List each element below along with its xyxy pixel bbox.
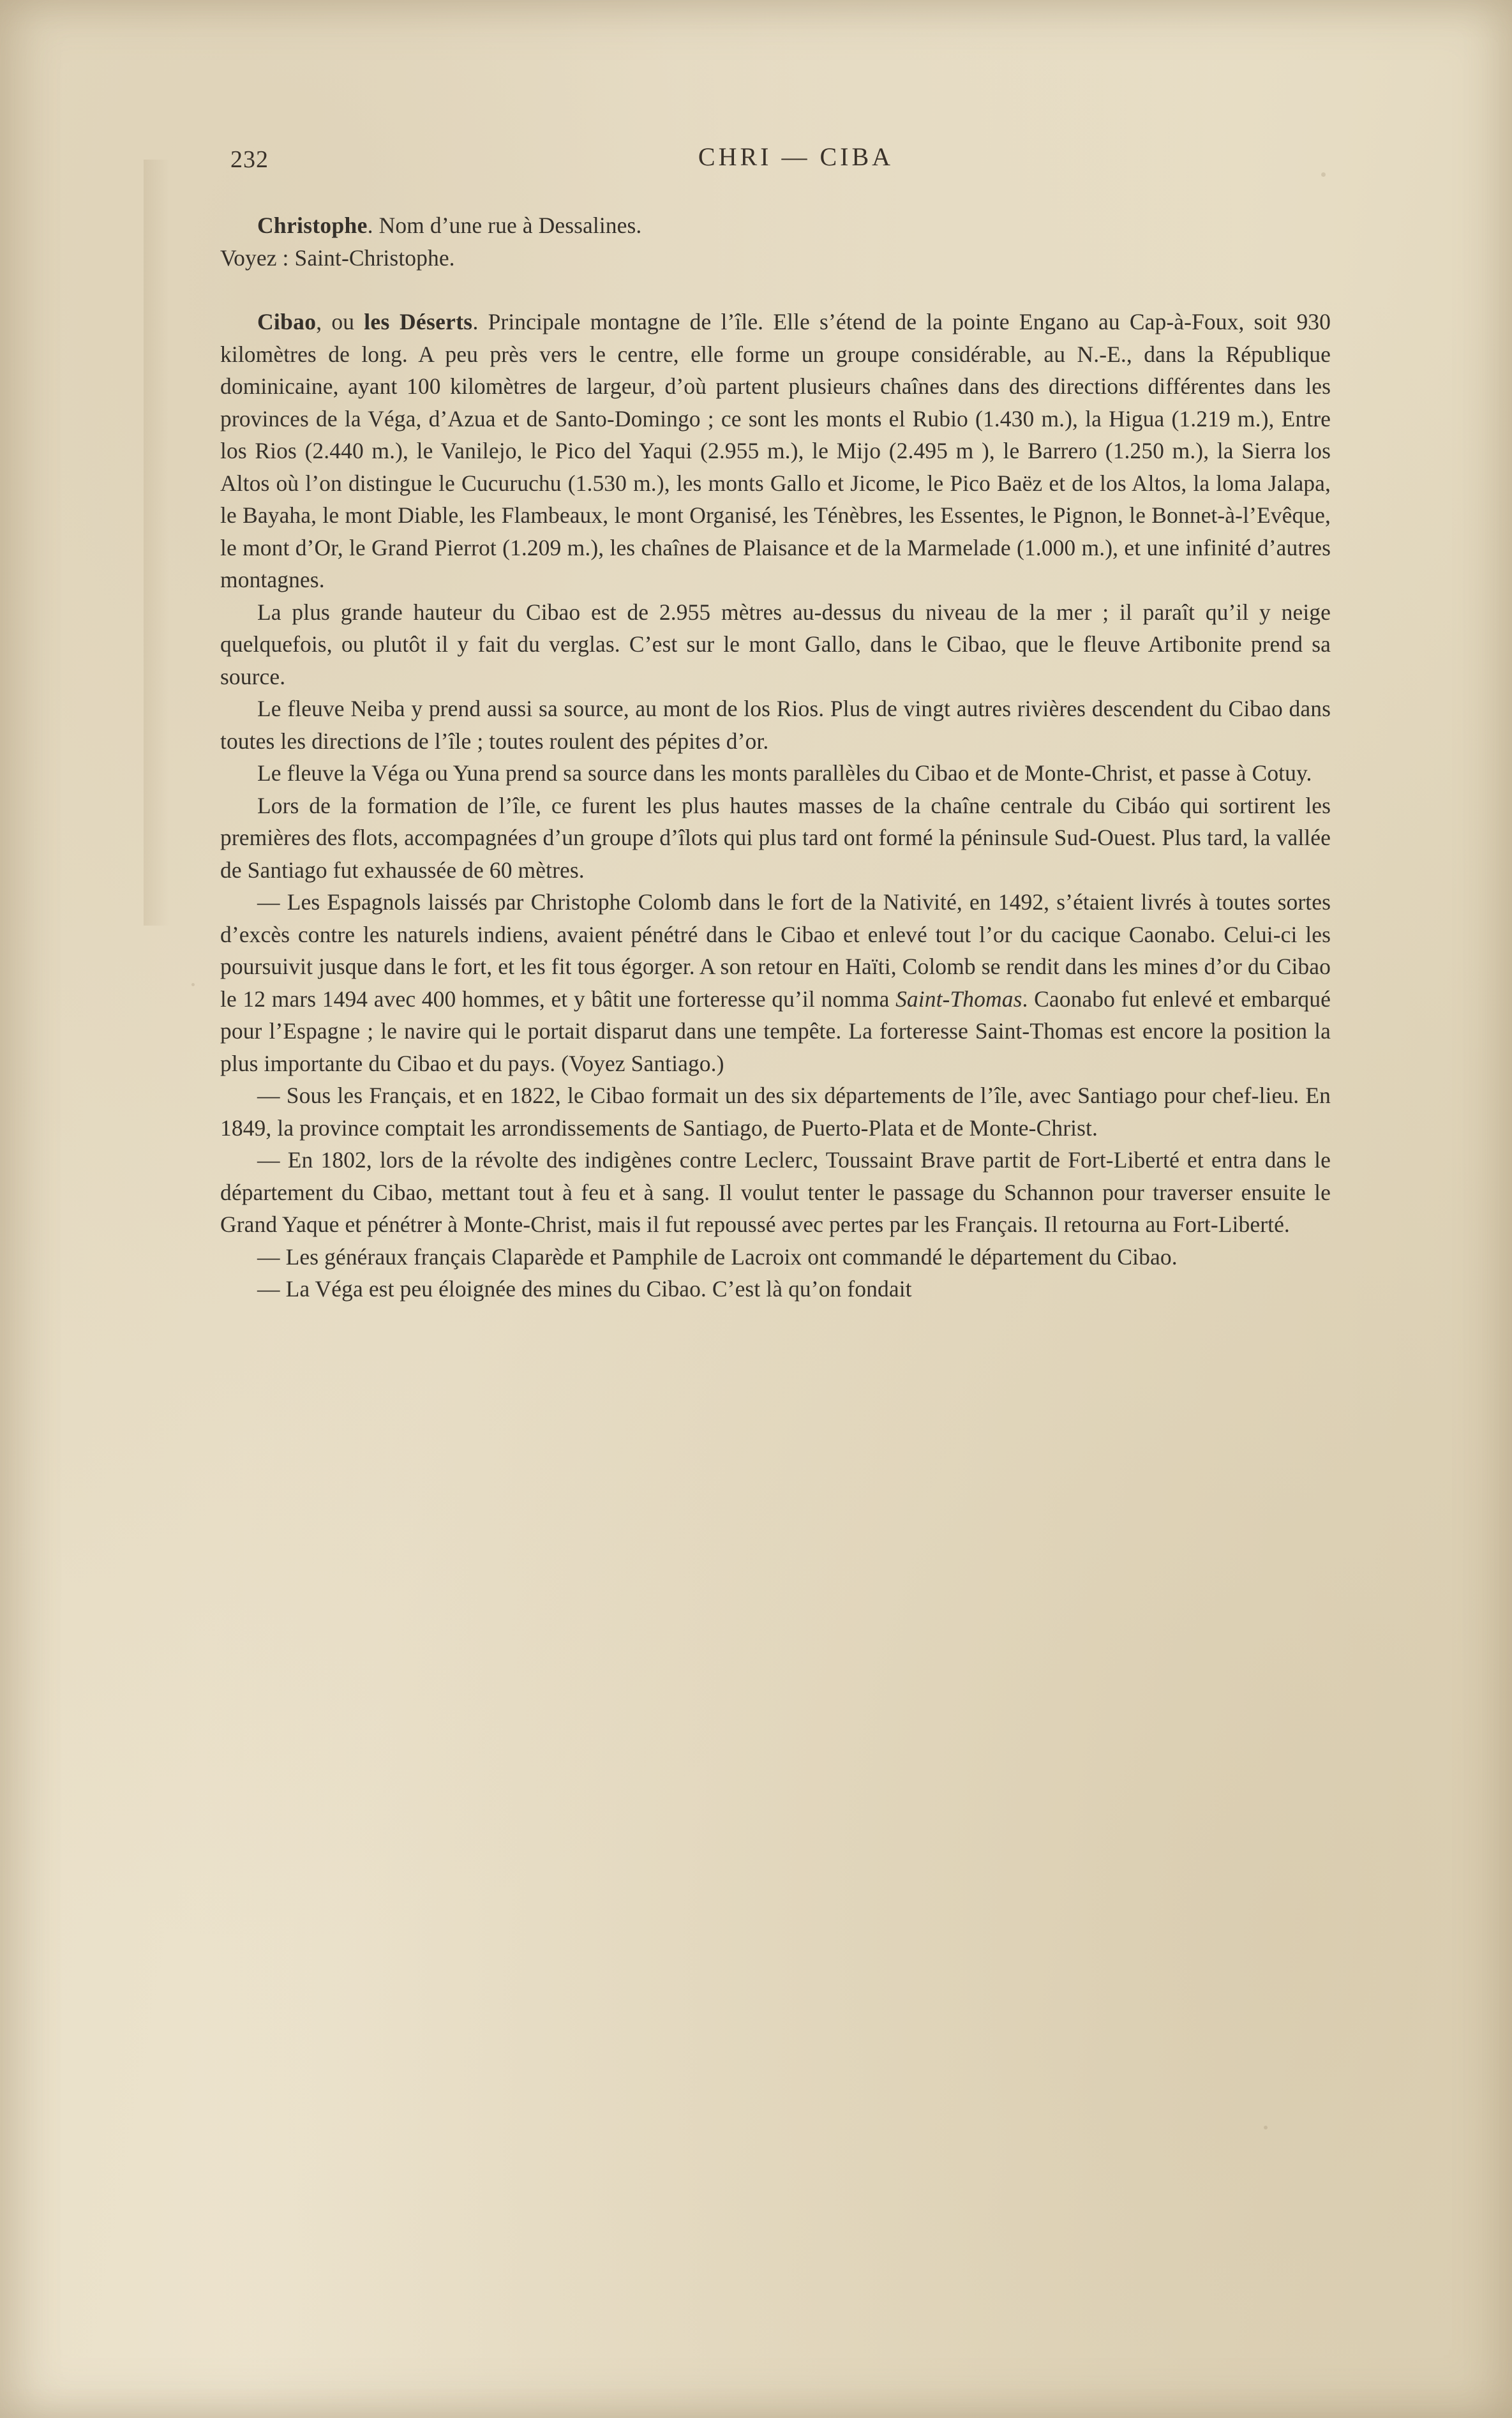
dictionary-entry-cibao: [220, 306, 1331, 1305]
dictionary-entry-christophe: [220, 209, 1331, 274]
page-header: [220, 142, 1331, 186]
page-number: 232: [230, 146, 269, 173]
paper-speck: [191, 983, 195, 986]
entry-paragraph: — En 1802, lors de la révolte des indigènes contre Leclerc, Toussaint Brave partit de Fort-Liberté et entra dans le département du Cibao, mettant tout à feu et à sang. Il voulut tenter le passage du Schannon pour traverser ensuite le Grand Yaque et pénétrer à Monte-Christ, mais il fut repoussé avec pertes par les Français. Il retourna au Fort-Liberté.: [220, 1147, 1331, 1237]
entry-line: Voyez : Saint-Christophe.: [220, 244, 455, 271]
entry-paragraph: Le fleuve la Véga ou Yuna prend sa source dans les monts parallèles du Cibao et de Monte-Christ, et passe à Cotuy.: [257, 760, 1312, 786]
entry-paragraph: La plus grande hauteur du Cibao est de 2.955 mètres au-dessus du niveau de la mer ; il paraît qu’il y neige quelquefois, ou plutôt il y fait du verglas. C’est sur le mont Gallo, dans le Cibao, que le fleuve Artibonite prend sa source.: [220, 599, 1331, 689]
running-head: CHRI — CIBA: [698, 142, 894, 171]
entry-spacer: [220, 274, 1331, 306]
entry-paragraph: — Sous les Français, et en 1822, le Cibao formait un des six départements de l’île, avec Santiago pour chef-lieu. En 1849, la province comptait les arrondissements de Santiago, de Puerto-Plata et de Monte-Christ.: [220, 1083, 1331, 1141]
entry-paragraph: — Les Espagnols laissés par Christophe Colomb dans le fort de la Nativité, en 1492, s’étaient livrés à toutes sortes d’excès contre les naturels indiens, avaient pénétré dans le Cibao et enlevé tout l’or du cacique Caonabo. Celui-ci les poursuivit jusque dans le fort, et les fit tous égorger. A son retour en Haïti, Colomb se rendit dans les mines d’or du Cibao le 12 mars 1494 avec 400 hommes, et y bâtit une forteresse qu’il nomma Saint-Thomas. Caonabo fut enlevé et embarqué pour l’Espagne ; le navire qui le portait disparut dans une tempête. La forteresse Saint-Thomas est encore la position la plus importante du Cibao et du pays. (Voyez Santiago.): [220, 889, 1331, 1076]
entry-paragraph: Lors de la formation de l’île, ce furent les plus hautes masses de la chaîne centrale du Cibáo qui sortirent les premières des flots, accompagnées d’un groupe d’îlots qui plus tard ont formé la péninsule Sud-Ouest. Plus tard, la vallée de Santiago fut exhaussée de 60 mètres.: [220, 792, 1331, 883]
entry-paragraph: — Les généraux français Claparède et Pamphile de Lacroix ont commandé le département du Cibao.: [257, 1243, 1178, 1270]
page-content: [220, 142, 1331, 1305]
paper-speck: [1264, 2126, 1268, 2129]
entry-paragraph: Cibao, ou les Déserts. Principale montagne de l’île. Elle s’étend de la pointe Engano au Cap-à-Foux, soit 930 kilomètres de long. A peu près vers le centre, elle forme un groupe considérable, au N.-E., dans la République dominicaine, ayant 100 kilomètres de largeur, d’où partent plusieurs chaînes dans des directions différentes dans les provinces de la Véga, d’Azua et de Santo-Domingo ; ce sont les monts el Rubio (1.430 m.), la Higua (1.219 m.), Entre los Rios (2.440 m.), le Vanilejo, le Pico del Yaqui (2.955 m.), le Mijo (2.495 m ), le Barrero (1.250 m.), la Sierra los Altos où l’on distingue le Cucuruchu (1.530 m.), les monts Gallo et Jicome, le Pico Baëz et de los Altos, la loma Jalapa, le Bayaha, le mont Diable, les Flambeaux, le mont Organisé, les Ténèbres, les Essentes, le Pignon, le Bonnet-à-l’Evêque, le mont d’Or, le Grand Pierrot (1.209 m.), les chaînes de Plaisance et de la Marmelade (1.000 m.), et une infinité d’autres montagnes.: [220, 309, 1331, 592]
entry-paragraph-catchline: — La Véga est peu éloignée des mines du Cibao. C’est là qu’on fondait: [257, 1276, 912, 1302]
entry-line: Christophe. Nom d’une rue à Dessalines.: [257, 213, 642, 238]
entry-paragraph: Le fleuve Neiba y prend aussi sa source, au mont de los Rios. Plus de vingt autres rivières descendent du Cibao dans toutes les directions de l’île ; toutes roulent des pépites d’or.: [220, 696, 1331, 754]
page-edge-smudge: [144, 160, 169, 926]
